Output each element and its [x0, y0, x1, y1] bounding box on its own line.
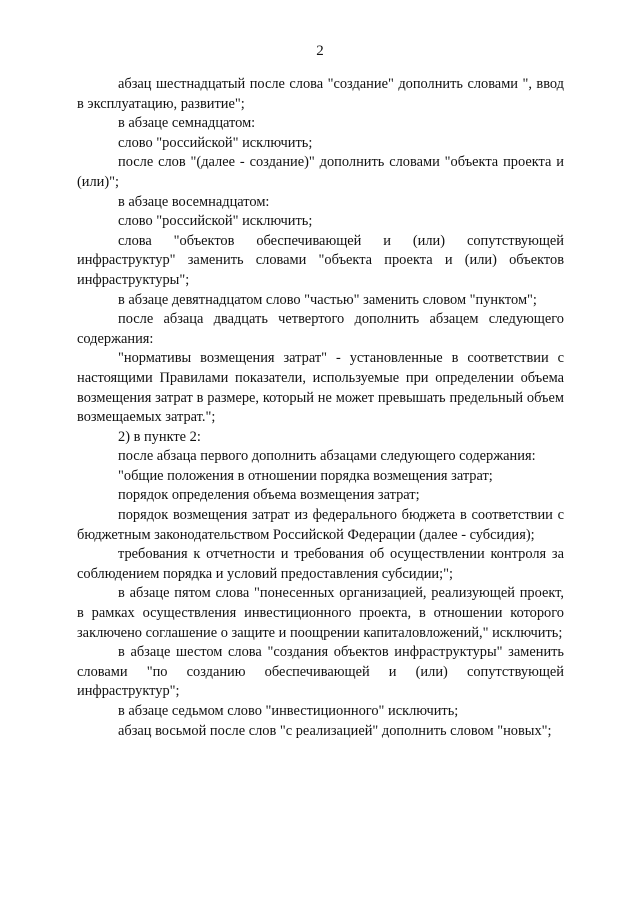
- paragraph-abzac-8: абзац восьмой после слов "с реализацией" дополнить словом "новых";: [118, 722, 552, 739]
- paragraph-abzac-7: в абзаце седьмом слово "инвестиционного" исключить;: [118, 703, 459, 719]
- paragraph-reporting-requirements: требования к отчетности и требования об осуществлении контроля за соблюдением порядка и условий предоставления субсидии;";: [77, 546, 564, 582]
- paragraph-exclude-rossiyskoy-1: слово "российской" исключить;: [118, 134, 313, 151]
- paragraph-reimbursement-procedure: порядок возмещения затрат из федерального бюджета в соответствии с бюджетным законодательством Российской Федерации (далее - субсидия);: [77, 507, 564, 543]
- paragraph-abzac-18-header: в абзаце восемнадцатом:: [118, 193, 270, 210]
- paragraph-normativy-definition: "нормативы возмещения затрат" - установленные в соответствии с настоящими Правилами показатели, используемые при определении объема возмещения затрат в размере, который не может превышать предельный объем возмещаемых затрат.";: [77, 350, 564, 426]
- paragraph-general-provisions: "общие положения в отношении порядка возмещения затрат;: [118, 467, 493, 484]
- document-body: [77, 75, 564, 741]
- paragraph-abzac-5: в абзаце пятом слова "понесенных организацией, реализующей проект, в рамках осуществления инвестиционного проекта, в отношении которого заключено соглашение о защите и поощрении капиталовложений," исключить;: [77, 585, 564, 641]
- paragraph-after-abzac-24: после абзаца двадцать четвертого дополнить абзацем следующего содержания:: [77, 311, 564, 347]
- page-number: 2: [316, 43, 324, 59]
- paragraph-point-2-header: 2) в пункте 2:: [118, 428, 201, 445]
- paragraph-volume-procedure: порядок определения объема возмещения затрат;: [118, 487, 420, 504]
- paragraph-replace-infrastructure: слова "объектов обеспечивающей и (или) сопутствующей инфраструктур" заменить словами "объекта проекта и (или) объектов инфраструктуры";: [77, 232, 564, 288]
- paragraph-exclude-rossiyskoy-2: слово "российской" исключить;: [118, 213, 313, 230]
- paragraph-abzac-19: в абзаце девятнадцатом слово "частью" заменить словом "пунктом";: [118, 291, 537, 308]
- paragraph-after-abzac-1: после абзаца первого дополнить абзацами следующего содержания:: [118, 448, 536, 465]
- paragraph-abzac-6: в абзаце шестом слова "создания объектов инфраструктуры" заменить словами "по созданию обеспечивающей и (или) сопутствующей инфраструктур";: [77, 644, 564, 700]
- paragraph-abzac-16: абзац шестнадцатый после слова "создание" дополнить словами ", ввод в эксплуатацию, развитие";: [77, 76, 564, 112]
- paragraph-after-dalee-sozdanie: после слов "(далее - создание)" дополнить словами "объекта проекта и (или)";: [77, 154, 564, 190]
- paragraph-abzac-17-header: в абзаце семнадцатом:: [118, 115, 256, 132]
